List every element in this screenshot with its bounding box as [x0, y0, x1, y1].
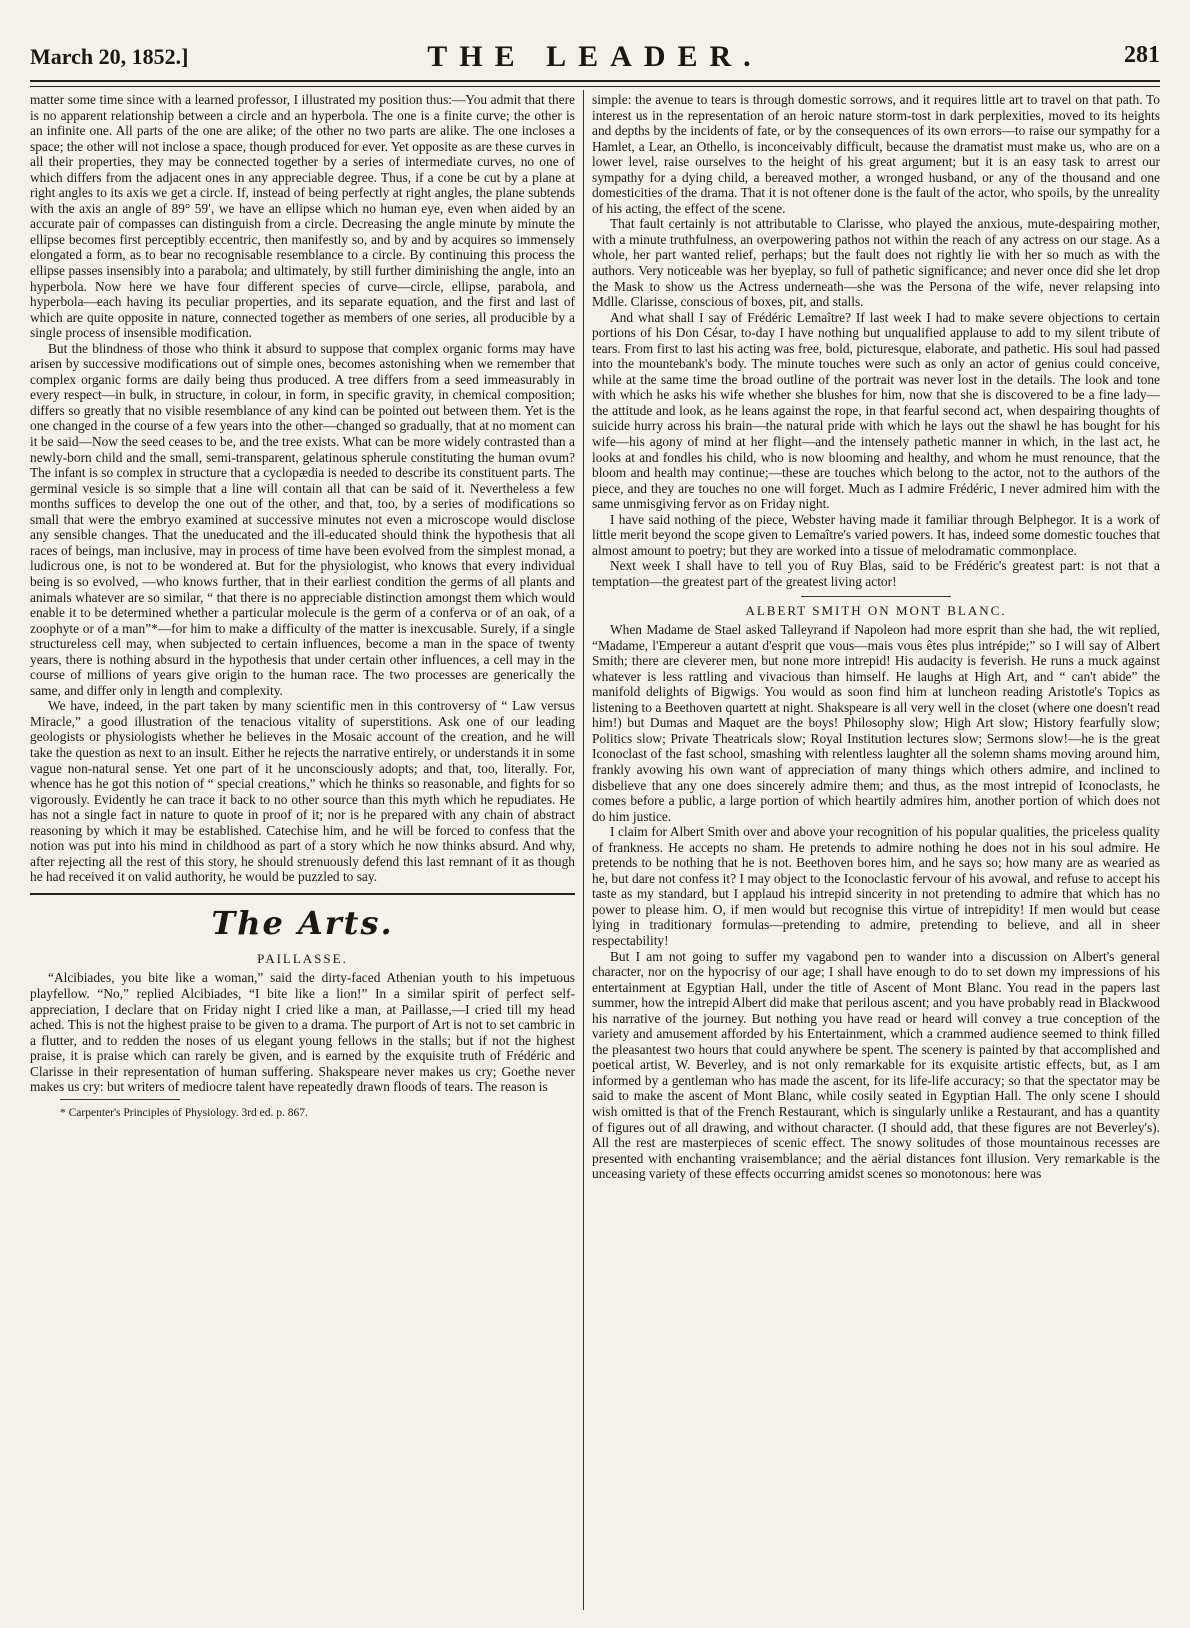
header-rule — [30, 80, 1160, 87]
newspaper-title: THE LEADER. — [427, 40, 763, 73]
article-paragraph: “Alcibiades, you bite like a woman,” said the dirty-faced Athenian youth to his impetuous playfellow. “No,” replied Alcibiades, “I bite like a lion!” In a similar spirit of perfect self-appreciation, I declare that on Friday night I cried like a man, at Paillasse,—I cried till my head ached. This is not the highest praise to be given to a drama. The purport of Art is not to set cambric in a flutter, and to redden the noses of us elegant young fellows in the stalls; but if not the highest praise, it is praise which can rarely be given, and is earned by the exquisite truth of Frédéric and Clarisse in their representation of human suffering. Shakspeare never makes us cry; Goethe never makes us cry: but writers of mediocre talent have repeatedly drawn floods of tears. The reason is — [30, 970, 575, 1095]
article-paragraph: When Madame de Stael asked Talleyrand if Napoleon had more esprit than she had, the wit replied, “Madame, l'Empereur a autant d'esprit que vous—mais vous êtes plus intrépide;” so I will say of Albert Smith; there are cleverer men, but none more intrepid! His audacity is feverish. He runs a muck against whatever is less rattling and vivacious than himself. He laughs at High Art, and “ can't abide” the manifold delights of Bigwigs. You would as soon find him at luncheon reading Aristotle's Topics as listening to a Beethoven quartett at night. Shakspeare is all very well in the closet (where one doesn't read him!) but Dumas and Maquet are the boys! Philosophy slow; High Art slow; History fearfully slow; Politics slow; Private Theatricals slow; Royal Institution lectures slow; Sermons slow!—he is the great Iconoclast of the fast school, smashing with relentless laughter all the solemn shams moving around him, frankly avowing his own want of appreciation of many things which others admire, and inclined to disbelieve that any one does sincerely admire them; and thus, as the most intrepid of Iconoclasts, he comes before a public, a large portion of which heartily admires him, another portion of which does not do him justice. — [592, 622, 1160, 824]
section-rule — [801, 596, 951, 597]
page-number: 281 — [1124, 42, 1160, 68]
article-paragraph: We have, indeed, in the part taken by many scientific men in this controversy of “ Law versus Miracle,” a good illustration of the tenacious vitality of superstitions. Ask one of our leading geologists or physiologists whether he believes in the Mosaic account of the creation, and he will take the question as next to an insult. Either he rejects the narrative entirely, or understands it in some vague non-natural sense. Yet one part of it he unconsciously adopts; and that, too, literally. For, whence has he got this notion of “ special creations,” which he thinks so reasonable, and fights for so vigorously. Evidently he can trace it back to no other source than this myth which he repudiates. He has not a single fact in nature to quote in proof of it; nor is he prepared with any chain of abstract reasoning by which it may be established. Catechise him, and he will be forced to confess that the notion was put into his mind in childhood as part of a story which he now thinks absurd. And why, after rejecting all the rest of this story, he should strenuously defend this last remnant of it as though he had received it on valid authority, he would be puzzled to say. — [30, 698, 575, 885]
article-paragraph: Next week I shall have to tell you of Ruy Blas, said to be Frédéric's greatest part: is not that a temptation—the greatest part of the greatest living actor! — [592, 558, 1160, 589]
issue-date: March 20, 1852.] — [30, 44, 189, 69]
article-paragraph: And what shall I say of Frédéric Lemaître? If last week I had to make severe objections to certain portions of his Don César, to-day I have nothing but unqualified applause to add to my silent tribute of tears. From first to last his acting was free, bold, picturesque, elaborate, and pathetic. His soul had passed into the mountebank's body. The minute touches were such as only an actor of genius could conceive, while at the same time the broad outline of the portrait was never lost in the details. The look and tone with which he asks his wife whether she blushes for him, now that she is discovered to be a fine lady—the attitude and look, as he leans against the rope, in that fearful second act, when despairing thoughts of suicide hurry across his brain—the natural pride with which he lays out the shawl he has bought for his wife—his agony of mind at her flight—and the intensely pathetic manner in which, in the last act, he looks at and fondles his child, who is now blooming and healthy, and whom he must renounce, that the bloom and health may continue;—these are touches which belong to the actor, not to the authors of the piece, and they are touches no one will forget. Much as I admire Frédéric, I never admired him with the same unmisgiving fervor as on Friday night. — [592, 309, 1160, 512]
article-paragraph: I have said nothing of the piece, Webster having made it familiar through Belphegor. It is a work of little merit beyond the scope given to Lemaître's varied powers. It has, indeed some domestic touches that almost amount to poetry; but they are worked into a tissue of melodramatic commonplace. — [592, 511, 1160, 558]
column-divider — [583, 90, 584, 1610]
article-paragraph: But I am not going to suffer my vagabond pen to wander into a discussion on Albert's general character, nor on the hypocrisy of our age; I shall have enough to do to set down my impressions of his entertainment at Egyptian Hall, under the title of Ascent of Mont Blanc. You read in the papers last summer, how the intrepid Albert did make that perilous ascent; and you have probably read in Blackwood his narrative of the journey. But nothing you have read or heard will convey a true conception of the variety and amusement afforded by his Entertainment, which a crammed audience seemed to think filled the pleasantest two hours that could anywhere be spent. The scenery is painted by that accomplished and poetical artist, W. Beverley, and is not only remarkable for its exquisite artistic effects, but, as I am informed by a gentleman who has made the ascent, for its life-life accuracy; so that the spectator may be said to make the ascent of Mont Blanc, while cosily seated in Egyptian Hall. The only scene I should wish omitted is that of the French Restaurant, which is singularly unlike a Restaurant, and has a quantity of figures out of all drawing, and without character. (I should add, that these figures are not Beverley's). All the rest are masterpieces of scenic effect. The snowy solitudes of those mountainous recesses are presented with enchanting vraisemblance; and the aërial distances font illusion. Very remarkable is the unceasing variety of these effects occurring amidst scenes so monotonous: here was — [592, 948, 1160, 1182]
footnote-rule — [60, 1099, 180, 1100]
article-paragraph: That fault certainly is not attributable to Clarisse, who played the anxious, mute-despairing mother, with a minute truthfulness, an overpowering pathos not within the reach of any actress on our stage. As a whole, her part wanted relief, perhaps; but the fault does not rightly lie with her so much as with the authors. Very noticeable was her byeplay, so full of pathetic significance; and never once did she let drop the Mask to show us the Actress underneath—she was the Persona of the wife, never relapsing into Mdlle. Clarisse, conscious of boxes, pit, and stalls. — [592, 216, 1160, 310]
right-column — [592, 92, 1160, 1182]
article-paragraph: matter some time since with a learned professor, I illustrated my position thus:—You admit that there is no apparent relationship between a circle and an hyperbola. The one is a finite curve; the other is an infinite one. All parts of the one are alike; of the other no two parts are alike. The one incloses a space; the other will not inclose a space, though produced for ever. Yet opposite as are these curves in all their properties, they may be connected together by a series of intermediate curves, no one of which differs from the adjacent ones in any appreciable degree. Thus, if a cone be cut by a plane at right angles to its axis we get a circle. If, instead of being perfectly at right angles, the plane subtends with the axis an angle of 89° 59′, we have an ellipse which no human eye, even when aided by an accurate pair of compasses can distinguish from a circle. Decreasing the angle minute by minute the ellipse becomes first perceptibly eccentric, then manifestly so, and by and by acquires so immensely elongated a form, as to bear no recognisable resemblance to a circle. By continuing this process the ellipse passes insensibly into a parabola; and ultimately, by still further diminishing the angle, into an hyperbola. Now here we have four different species of curve—circle, ellipse, parabola, and hyperbola—each having its peculiar properties, and its separate equation, and the first and last of which are quite opposite in nature, connected together as members of one series, all producible by a single process of insensible modification. — [30, 92, 575, 341]
left-column — [30, 92, 575, 1120]
article-paragraph: I claim for Albert Smith over and above your recognition of his popular qualities, the priceless quality of frankness. He accepts no sham. He pretends to admire nothing he does not in his soul admire. He pretends to be nothing that he is not. Beethoven bores him, and he says so; how many are as wearied as he, but dare not confess it? I may object to the Iconoclastic fervour of his avowal, and refuse to accept his taste as my standard, but I applaud his intrepid sincerity in not pretending to admire that which has no power to please him. O, if men would but recognise this virtue of intrepidity! If men would but cease lying in traditionary formulas—pretending to admire, pretending to believe, and all in sheer respectability! — [592, 824, 1160, 948]
article-paragraph: But the blindness of those who think it absurd to suppose that complex organic forms may have arisen by successive modifications out of simple ones, becomes astonishing when we remember that complex organic forms are daily being thus produced. A tree differs from a seed immeasurably in every respect—in bulk, in structure, in colour, in form, in specific gravity, in chemical composition; differs so greatly that no visible resemblance of any kind can be pointed out between them. Yet is the one changed in the course of a few years into the other—changed so gradually, that at no moment can it be said—Now the seed ceases to be, and the tree exists. What can be more widely contrasted than a newly-born child and the small, semi-transparent, gelatinous spherule constituting the human ovum? The infant is so complex in structure that a cyclopædia is needed to describe its constituent parts. The germinal vesicle is so simple that a line will contain all that can be said of it. Nevertheless a few months suffices to develop the one out of the other, and that, too, by a series of modifications so small that were the embryo examined at successive minutes not even a microscope would disclose any sensible changes. That the uneducated and the ill-educated should think the hypothesis that all races of beings, man inclusive, may in process of time have been evolved from the simplest monad, a ludicrous one, is not to be wondered at. But for the physiologist, who knows that every individual being is so evolved, —who knows further, that in their earliest condition the germs of all plants and animals whatever are so similar, “ that there is no appreciable distinction amongst them which would enable it to be determined whether a particular molecule is the germ of a conferva or of an oak, of a zoophyte or of a man”*—for him to make a difficulty of the matter is inexcusable. Surely, if a single structureless cell may, when subjected to certain influences, become a man in the space of twenty years, there is nothing absurd in the hypothesis that under certain other influences, a cell may in the course of millions of years give origin to the human race. The two processes are generically the same, and differ only in length and complexity. — [30, 340, 575, 698]
article-paragraph: simple: the avenue to tears is through domestic sorrows, and it requires little art to travel on that path. To interest us in the representation of an heroic nature storm-tost in dark perplexities, moved to its heights and depths by the incidents of fate, or by the consequences of its own errors—to raise our sympathy for a Hamlet, a Lear, an Othello, is inconceivably difficult, because the dramatist must make us, who are on a lower level, raise ourselves to the height of his great argument; but it is an easy task to arrest our sympathy for a dying child, a bereaved mother, a wronged husband, or any of the thousand and one domesticities of the drama. That it is not oftener done is the fault of the actor, who spoils, by the unreality of his acting, the effect of the scene. — [592, 92, 1160, 216]
article-subheading: PAILLASSE. — [257, 950, 348, 966]
masthead — [30, 40, 1160, 78]
section-rule — [30, 893, 575, 895]
article-subheading: ALBERT SMITH ON MONT BLANC. — [745, 602, 1007, 618]
footnote: * Carpenter's Principles of Physiology. 3rd ed. p. 867. — [60, 1106, 308, 1119]
section-title: The Arts. — [211, 903, 394, 942]
